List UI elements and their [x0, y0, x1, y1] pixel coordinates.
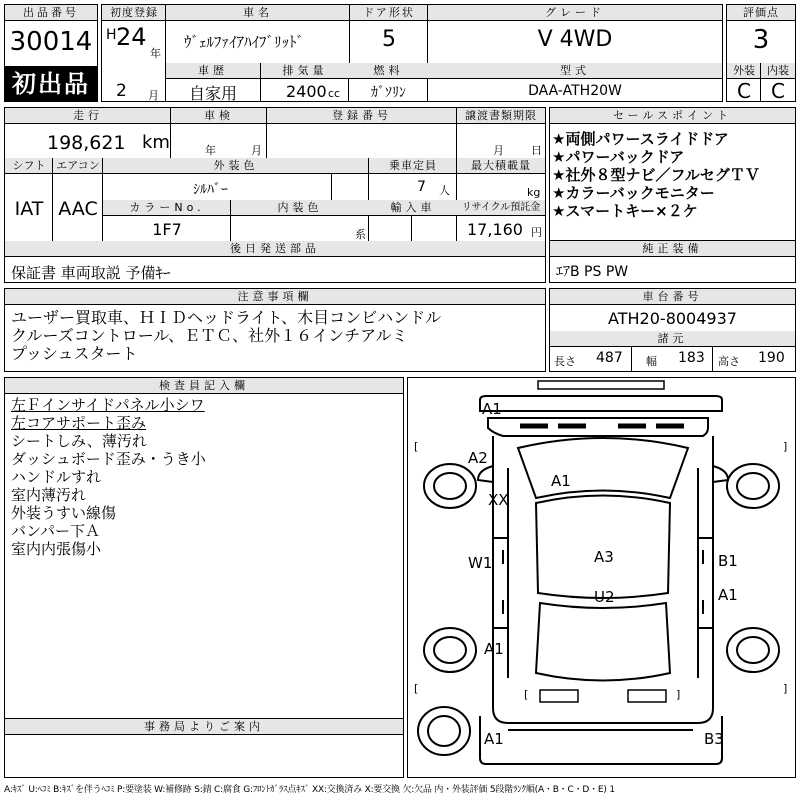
width-label: 幅	[646, 355, 657, 368]
door-count: 5	[382, 27, 396, 52]
displacement-unit: cc	[328, 87, 341, 100]
score-cell	[726, 4, 796, 102]
length-label: 長さ	[554, 355, 576, 368]
damage-label: A1	[484, 730, 504, 748]
capacity-unit: 人	[439, 184, 450, 197]
era: H	[106, 27, 117, 43]
inspector-section	[4, 377, 404, 719]
svg-text:[: [	[524, 688, 529, 701]
history-header: 車歴	[166, 63, 260, 79]
recycle-unit: 円	[531, 226, 542, 239]
displacement: 2400	[286, 82, 327, 101]
inspector-line: 左Ｆインサイドパネル小シワ	[11, 396, 205, 414]
standard-equipment-value: ｴｱB PS PW	[556, 264, 629, 280]
color-header: 外装色	[103, 158, 369, 174]
top-info-grid	[101, 4, 723, 102]
damage-label: B3	[704, 730, 724, 748]
import-header: 輸入車	[369, 200, 457, 216]
history: 自家用	[188, 84, 237, 103]
score: 3	[752, 25, 770, 55]
svg-text:[: [	[414, 440, 419, 453]
inspector-header: 検査員記入欄	[5, 378, 403, 394]
mileage-unit: km	[142, 132, 170, 153]
height: 190	[758, 350, 785, 366]
later-parts-header: 後日発送部品	[5, 241, 545, 257]
office-header: 事務局よりご案内	[5, 719, 403, 735]
grade: V 4WD	[537, 27, 613, 52]
lot-number-header: 出品番号	[5, 5, 97, 21]
damage-label: A3	[594, 548, 614, 566]
recycle-fee: 17,160	[467, 220, 523, 239]
sales-points	[549, 107, 796, 241]
car-diagram-svg	[408, 378, 795, 777]
transfer-month-unit: 月	[493, 144, 504, 157]
type-header: 型式	[428, 63, 722, 79]
fuel: ｶﾞｿﾘﾝ	[371, 85, 406, 101]
inspector-line: 外装うすい線傷	[11, 504, 117, 522]
reg-no-header: 登録番号	[267, 108, 457, 124]
mileage: 198,621	[47, 132, 126, 154]
shift-header: シフト	[5, 158, 53, 174]
sales-points-header: セールスポイント	[550, 108, 795, 124]
height-label: 高さ	[718, 355, 740, 368]
transfer-day-unit: 日	[531, 144, 542, 157]
sales-point-item: ★パワーバックドア	[552, 148, 685, 166]
displacement-header: 排気量	[261, 63, 349, 79]
transfer-header: 譲渡書類期限	[457, 108, 545, 124]
office-section	[4, 718, 404, 778]
damage-label: W1	[468, 554, 493, 572]
damage-label: A2	[468, 449, 488, 467]
first-reg-year: 24	[116, 23, 147, 51]
svg-text:]: ]	[783, 440, 788, 453]
interior-color-header: 内装色	[231, 200, 369, 216]
damage-label: XX	[488, 491, 509, 509]
color: ｼﾙﾊﾞｰ	[193, 182, 228, 198]
inspection-month-unit: 月	[251, 144, 262, 157]
damage-label: A1	[484, 640, 504, 658]
grade-header: グレード	[428, 5, 722, 21]
damage-label: A1	[551, 472, 571, 490]
first-reg-header: 初度登録	[102, 5, 166, 21]
inspector-line: 室内内張傷小	[11, 540, 102, 558]
shift: IAT	[14, 198, 44, 220]
capacity-header: 乗車定員	[369, 158, 457, 174]
interior-grade: C	[771, 79, 785, 103]
color-no: 1F7	[152, 220, 182, 239]
capacity: 7	[417, 179, 426, 195]
notes-section	[4, 288, 546, 372]
inspector-line: バンパー下Ａ	[11, 522, 100, 540]
legend: A:ｷｽﾞ U:ﾍｺﾐ B:ｷｽﾞを伴うﾍｺﾐ P:要塗装 W:補修跡 S:錆 C:腐食 G:ﾌﾛﾝﾄｶﾞﾗｽ点ｷｽﾞ XX:交換済み X:要交換 欠:欠品 内・外装評価 5段階ﾗﾝｸ順(A・B・C・D・E) 1	[4, 785, 615, 795]
inspector-line: 左コアサポート歪み	[11, 414, 147, 432]
ac: AAC	[58, 198, 98, 220]
length: 487	[596, 350, 623, 366]
exterior-header: 外装	[727, 63, 761, 79]
damage-label: U2	[594, 588, 615, 606]
color-no-header: カラーNo.	[103, 200, 231, 216]
recycle-header: リサイクル預託金	[457, 200, 545, 216]
standard-equipment-header: 純正装備	[550, 241, 795, 257]
inspector-line: シートしみ、薄汚れ	[11, 432, 147, 450]
svg-text:[: [	[414, 682, 419, 695]
details-grid	[4, 107, 546, 283]
car-diagram	[407, 377, 796, 778]
inspector-line: ハンドルすれ	[11, 468, 102, 486]
notes-header: 注意事項欄	[5, 289, 545, 305]
note-line: プッシュスタート	[11, 344, 138, 363]
later-parts: 保証書 車両取説 予備ｷｰ	[11, 264, 171, 282]
score-header: 評価点	[727, 5, 795, 21]
first-listing-badge: 初出品	[4, 66, 98, 102]
lot-number: 30014	[9, 27, 93, 57]
month-unit: 月	[148, 89, 159, 102]
dimensions-header: 諸元	[550, 331, 795, 347]
inspector-line: 室内薄汚れ	[11, 486, 87, 504]
damage-label: A1	[482, 400, 502, 418]
svg-text:]: ]	[783, 682, 788, 695]
width: 183	[678, 350, 705, 366]
sales-point-item: ★スマートキー×２ケ	[552, 202, 698, 220]
mileage-header: 走行	[5, 108, 171, 124]
damage-label: B1	[718, 552, 738, 570]
svg-text:]: ]	[676, 688, 681, 701]
standard-equipment	[549, 240, 796, 283]
first-reg-month: 2	[116, 81, 127, 101]
max-load-header: 最大積載量	[457, 158, 545, 174]
model-name: ｳﾞｪﾙﾌｧｲｱﾊｲﾌﾞﾘｯﾄﾞ	[184, 33, 305, 51]
chassis-header: 車台番号	[550, 289, 795, 305]
sales-point-item: ★社外８型ナビ／フルセグＴＶ	[552, 166, 760, 184]
chassis-number: ATH20-8004937	[608, 309, 737, 328]
ac-header: エアコン	[53, 158, 103, 174]
note-line: ユーザー買取車、ＨＩＤヘッドライト、木目コンビハンドル	[11, 308, 442, 327]
year-unit: 年	[150, 47, 161, 60]
note-line: クルーズコントロール、ＥＴＣ、社外１６インチアルミ	[11, 326, 408, 345]
damage-label: A1	[718, 586, 738, 604]
door-header: ドア形状	[350, 5, 428, 21]
max-load-unit: kg	[527, 186, 541, 199]
inspector-line: ダッシュボード歪み・うき小	[11, 450, 206, 468]
chassis-section	[549, 288, 796, 372]
interior-header: 内装	[761, 63, 795, 79]
inspection-header: 車検	[171, 108, 267, 124]
sales-point-item: ★両側パワースライドドア	[552, 130, 729, 148]
inspection-year-unit: 年	[205, 144, 216, 157]
type-code: DAA-ATH20W	[528, 83, 622, 99]
sales-point-item: ★カラーバックモニター	[552, 184, 715, 202]
exterior-grade: C	[737, 79, 751, 103]
fuel-header: 燃料	[349, 63, 428, 79]
model-header: 車名	[166, 5, 350, 21]
interior-color-unit: 系	[355, 228, 366, 241]
